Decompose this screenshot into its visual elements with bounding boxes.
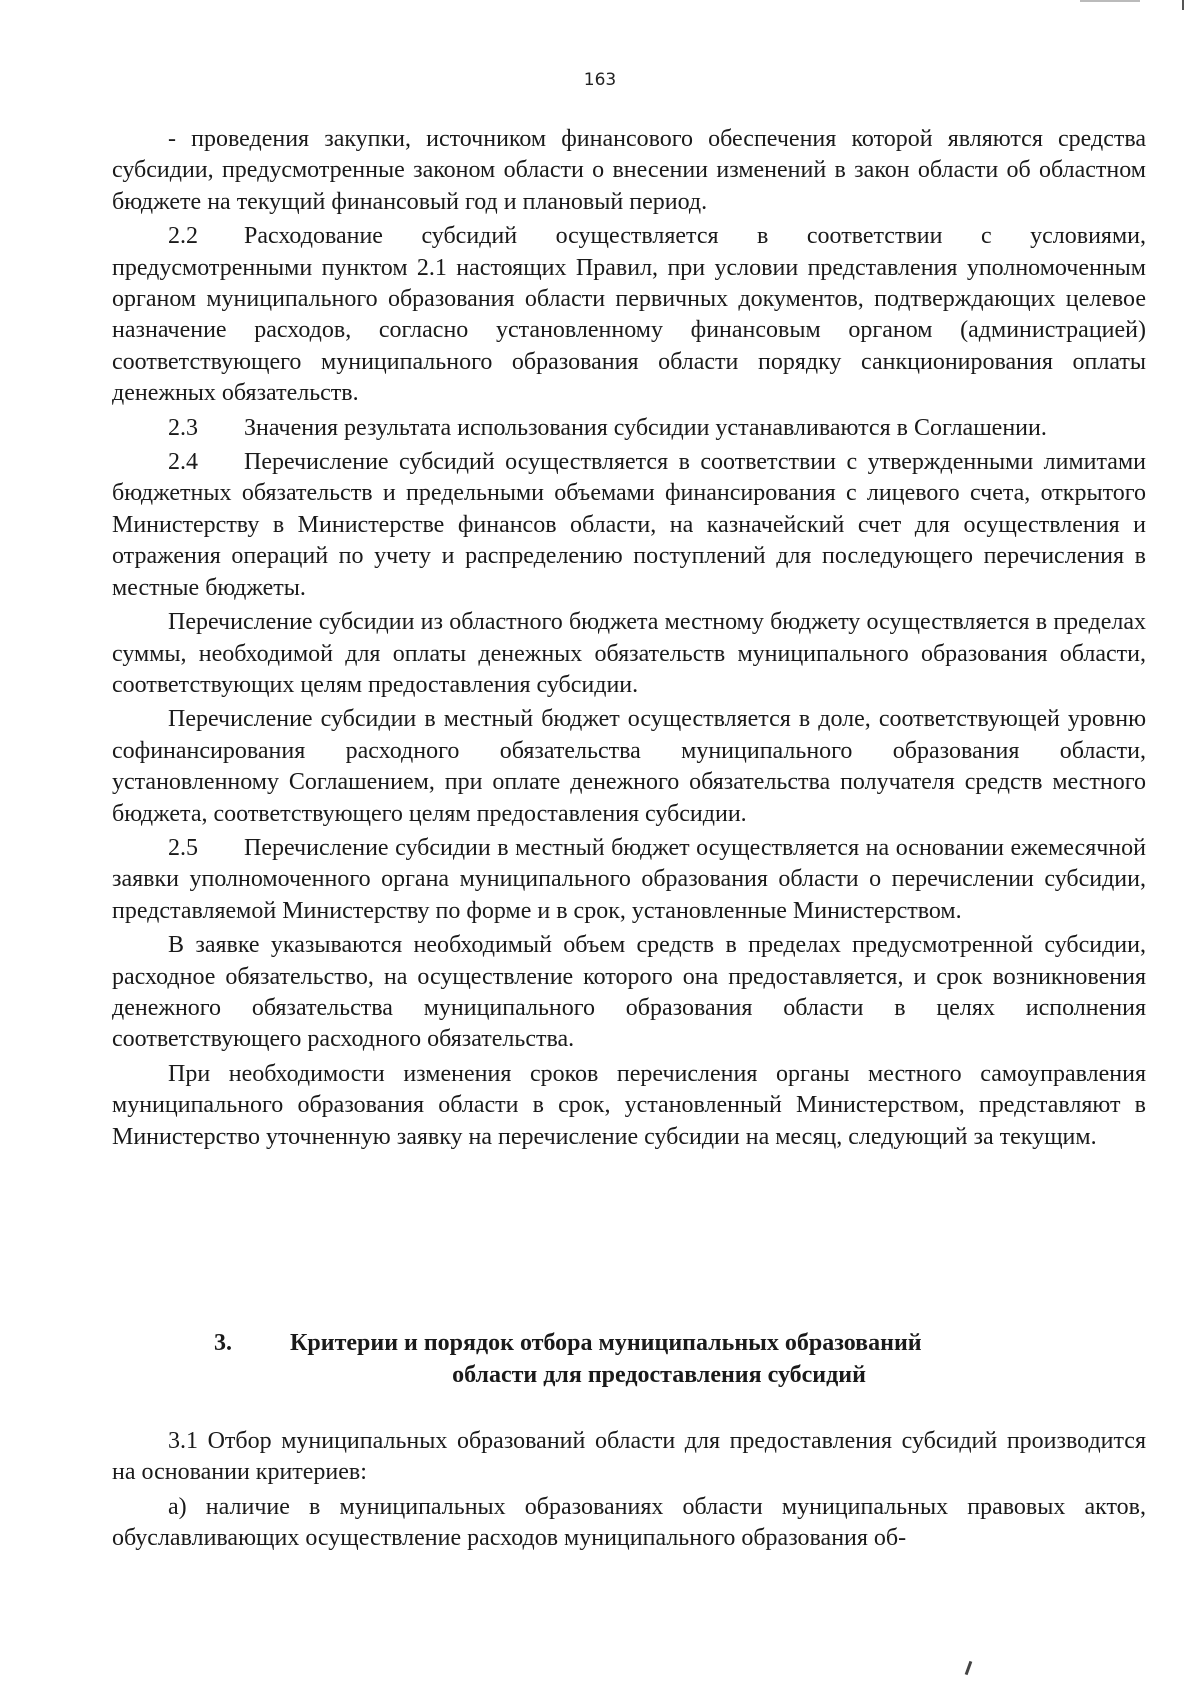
paragraph — [112, 704, 1146, 830]
paragraph-2-2 — [112, 221, 1146, 409]
paragraph — [112, 930, 1146, 1056]
section-title-line-2: области для предоставления субсидий — [452, 1362, 866, 1388]
section-number: 3. — [214, 1330, 232, 1356]
paragraph-3-1-a — [112, 1492, 1146, 1555]
paragraph-2-3 — [112, 413, 1146, 444]
clause-number: 2.5 — [168, 834, 198, 861]
paragraph-text: При необходимости изменения сроков перечисления органы местного самоуправления муниципального образования области в срок, установленный Министерством, представляют в Министерство уточненную заявку на перечисление субсидии на месяц, следующий за текущим. — [112, 1060, 1146, 1150]
body-text — [112, 124, 1146, 1153]
scan-artifact — [965, 1661, 973, 1675]
paragraph-text: Перечисление субсидии в местный бюджет осуществляется на основании ежемесячной заявки уполномоченного органа муниципального образования области о перечислении субсидии, представляемой Министерству по форме и в срок, установленные Министерством. — [112, 834, 1146, 924]
scan-artifact — [1080, 0, 1140, 2]
paragraph-2-5 — [112, 833, 1146, 927]
paragraph-text: Перечисление субсидий осуществляется в соответствии с утвержденными лимитами бюджетных обязательств и предельными объемами финансирования с лицевого счета, открытого Министерству в Министерстве финансов области, на казначейский счет для осуществления и отражения операций по учету и распределению поступлений для последующего перечисления в местные бюджеты. — [112, 449, 1146, 601]
paragraph-text: Расходование субсидий осуществляется в соответствии с условиями, предусмотренными пунктом 2.1 настоящих Правил, при условии представления уполномоченным органом муниципального образования области первичных документов, подтверждающих целевое назначение расходов, согласно установленному финансовым органом (администрацией) соответствующего муниципального образования области порядку санкционирования оплаты денежных обязательств. — [112, 223, 1146, 407]
clause-number: 2.3 — [168, 414, 198, 441]
paragraph-text: Перечисление субсидии из областного бюджета местному бюджету осуществляется в пределах суммы, необходимой для оплаты денежных обязательств муниципального образования области, соответствующих целям предоставления субсидии. — [112, 609, 1146, 698]
section-body-text — [112, 1426, 1146, 1555]
paragraph-text: Значения результата использования субсидии устанавливаются в Соглашении. — [244, 414, 1047, 441]
paragraph-text: 3.1 Отбор муниципальных образований области для предоставления субсидий производится на основании критериев: — [112, 1428, 1146, 1486]
paragraph — [112, 607, 1146, 701]
paragraph-text: - проведения закупки, источником финансового обеспечения которой являются средства субсидии, предусмотренные законом области о внесении изменений в закон области об областном бюджете на текущий финансовый год и плановый период. — [112, 126, 1146, 215]
page-number: 163 — [583, 70, 617, 90]
paragraph-text: Перечисление субсидии в местный бюджет осуществляется в доле, соответствующей уровню софинансирования расходного обязательства муниципального образования области, установленному Соглашением, при оплате денежного обязательства получателя средств местного бюджета, соответствующего целям предоставления субсидии. — [112, 706, 1146, 827]
section-title-line-1: Критерии и порядок отбора муниципальных образований — [290, 1330, 922, 1356]
paragraph-3-1 — [112, 1426, 1146, 1489]
paragraph-text: В заявке указываются необходимый объем средств в пределах предусмотренной субсидии, расходное обязательство, на осуществление которого она предоставляется, и срок возникновения денежного обязательства муниципального образования области в целях исполнения соответствующего расходного обязательства. — [112, 932, 1146, 1053]
paragraph-2-4 — [112, 447, 1146, 604]
scan-artifact — [1182, 0, 1184, 10]
paragraph — [112, 1059, 1146, 1153]
clause-number: 2.4 — [168, 449, 198, 476]
clause-number: 2.2 — [168, 223, 198, 250]
paragraph — [112, 124, 1146, 218]
paragraph-text: а) наличие в муниципальных образованиях области муниципальных правовых актов, обуславливающих осуществление расходов муниципального образования об- — [112, 1493, 1146, 1552]
